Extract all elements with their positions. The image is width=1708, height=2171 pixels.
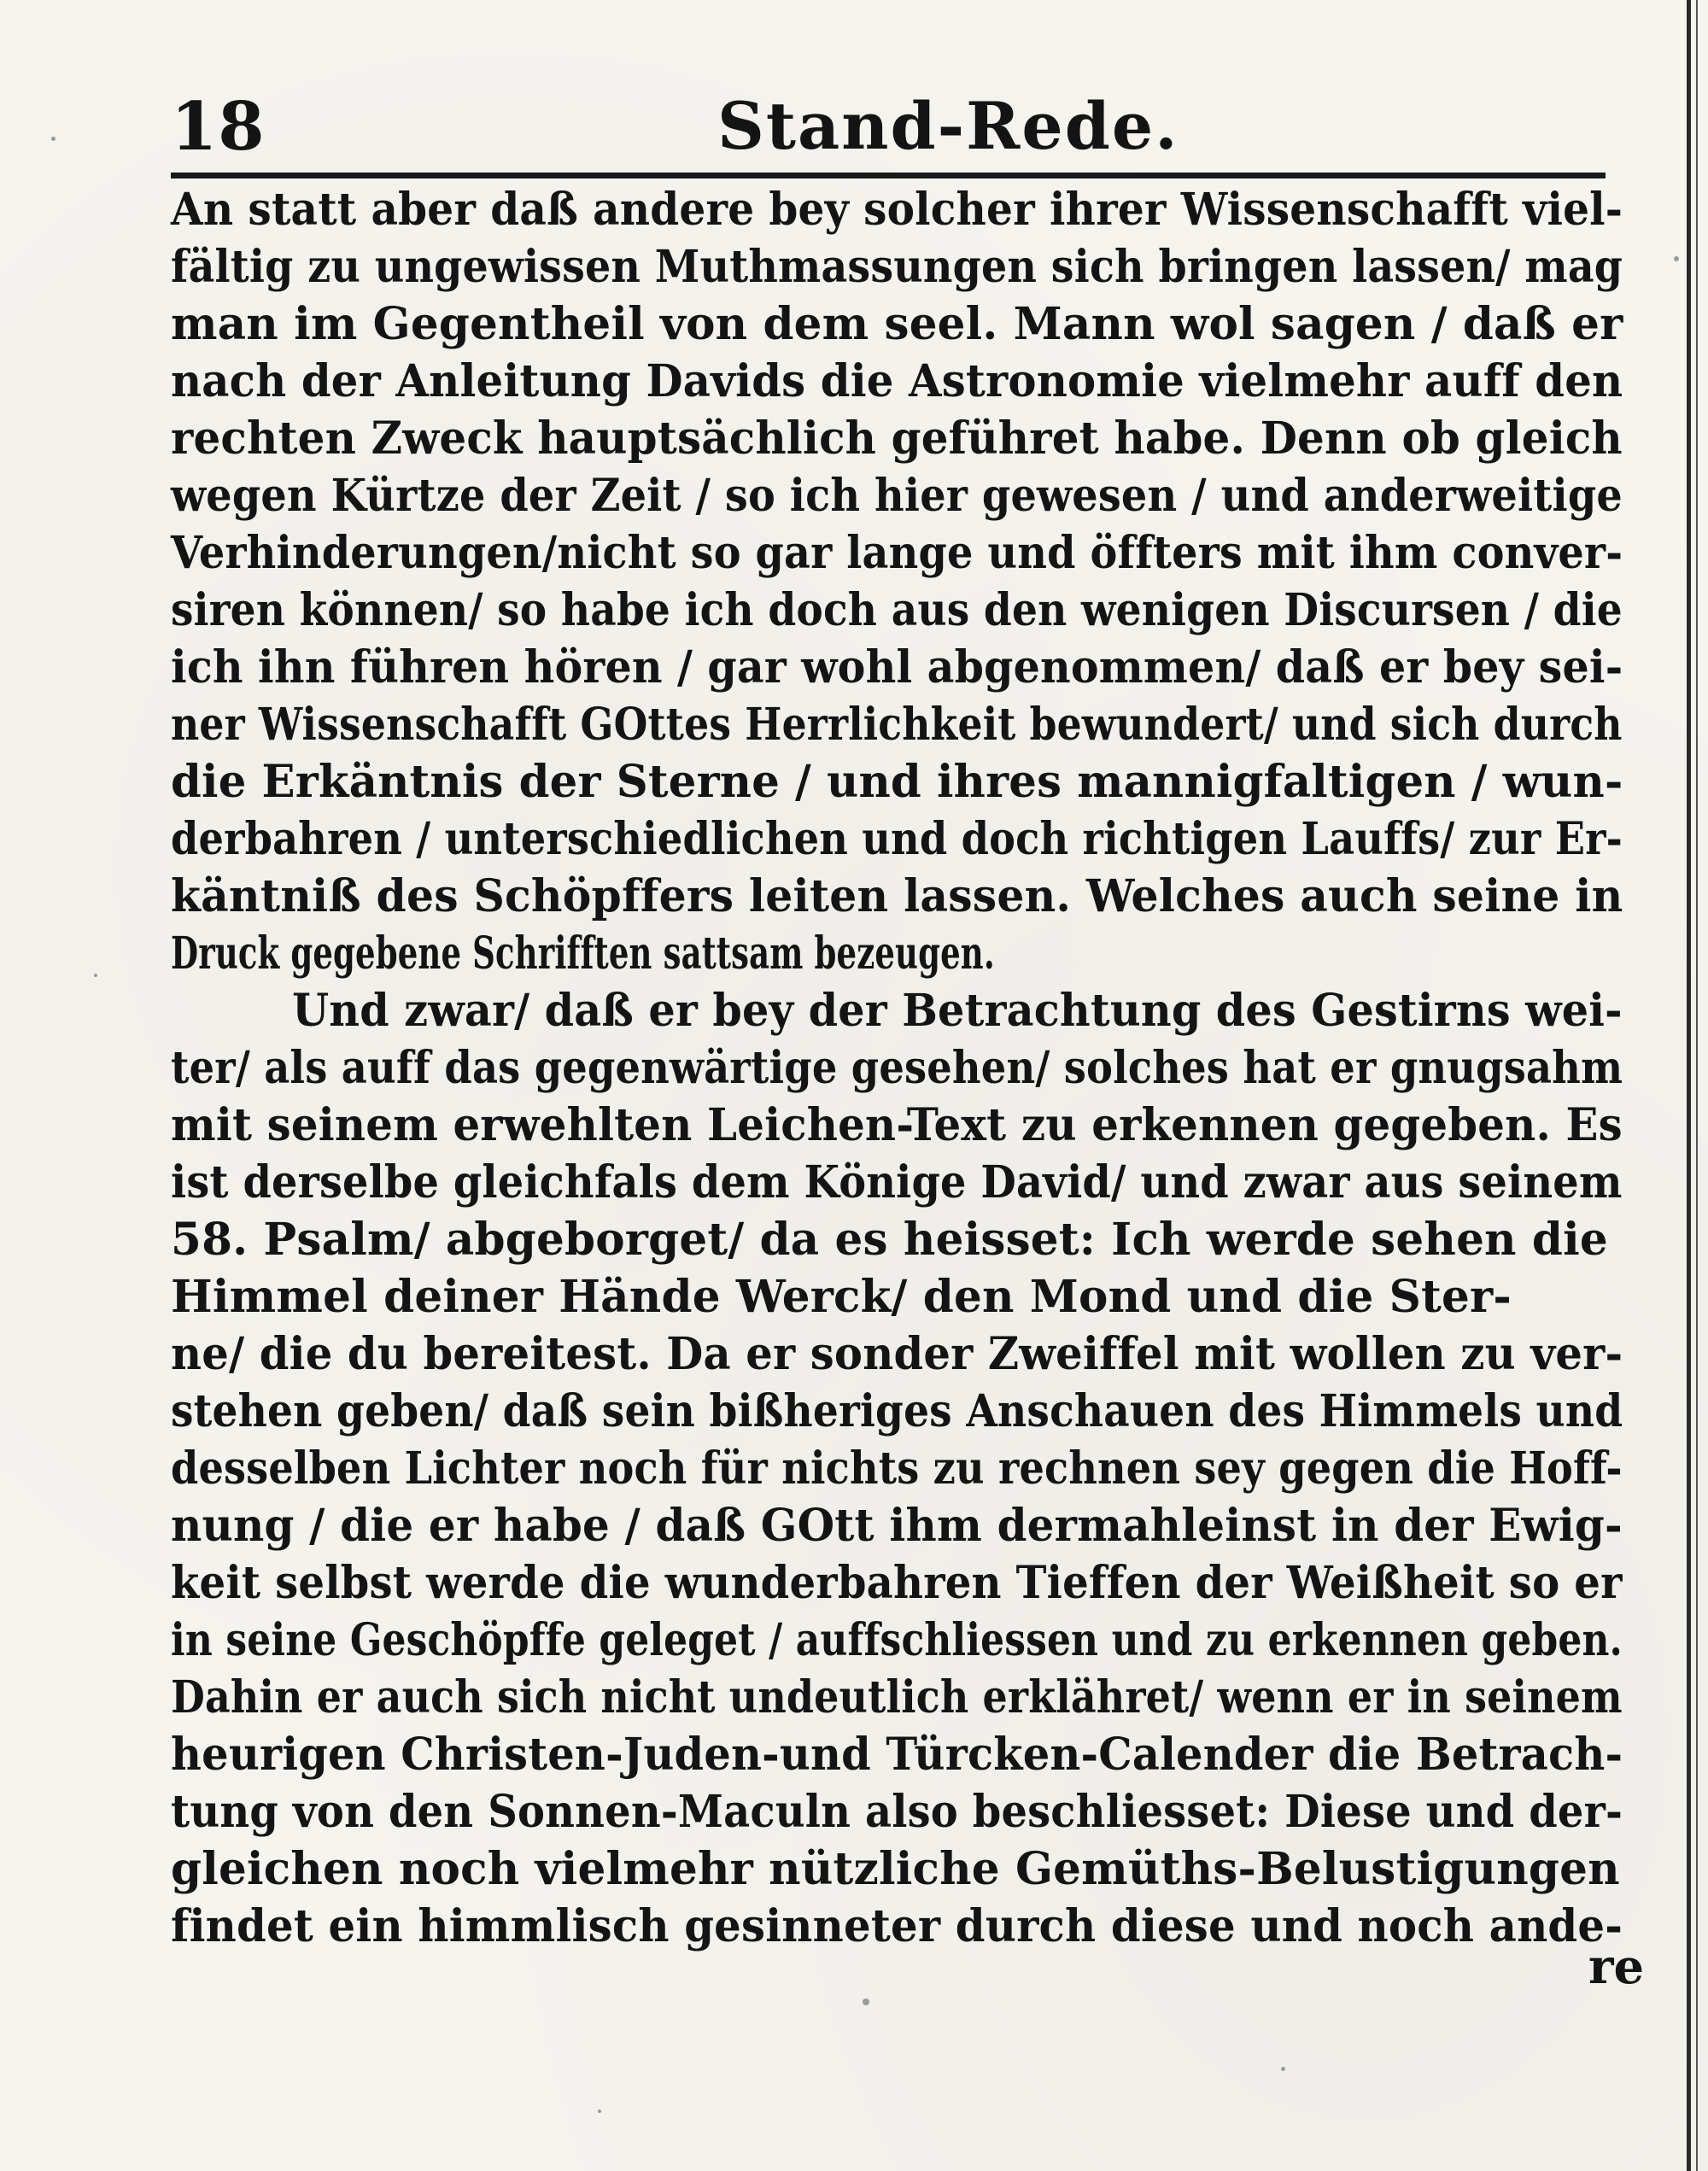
text-line: Verhinderungen/nicht so gar lange und öffters mit ihm conver- (171, 527, 1623, 579)
text-line: fältig zu ungewissen Muthmassungen sich bringen lassen/ mag (171, 241, 1623, 293)
text-line: wegen Kürtze der Zeit / so ich hier gewesen / und anderweitige (171, 470, 1623, 522)
text-line: heurigen Christen-Juden-und Türcken-Calender die Betrach- (171, 1729, 1623, 1781)
paragraph-start-line: Und zwar/ daß er bey der Betrachtung des Gestirns wei- (292, 985, 1623, 1037)
paper-speck (598, 2110, 601, 2113)
text-line: derbahren / unterschiedlichen und doch richtigen Lauffs/ zur Er- (171, 813, 1623, 865)
text-line: Dahin er auch sich nicht undeutlich erklähret/ wenn er in seinem (171, 1671, 1623, 1723)
paper-speck (1281, 2067, 1285, 2071)
running-head: Stand-Rede. (717, 88, 1179, 164)
text-line: 58. Psalm/ abgeborget/ da es heisset: Ich werde sehen die (171, 1214, 1608, 1266)
text-line: in seine Geschöpffe geleget / auffschliessen und zu erkennen geben. (171, 1614, 1623, 1666)
paper-speck (1674, 256, 1679, 261)
page-edge-shadow (1687, 0, 1691, 2171)
text-line: gleichen noch vielmehr nützliche Gemüths-Belustigungen (171, 1843, 1620, 1895)
text-line: tung von den Sonnen-Maculn also beschliesset: Diese und der- (171, 1786, 1623, 1838)
text-line: stehen geben/ daß sein bißheriges Anschauen des Himmels und (171, 1385, 1623, 1437)
text-line: Druck gegebene Schrifften sattsam bezeugen. (171, 928, 995, 980)
paper-speck (863, 1998, 869, 2005)
text-line: ter/ als auff das gegenwärtige gesehen/ solches hat er gnugsahm (171, 1042, 1623, 1094)
text-line: Himmel deiner Hände Werck/ den Mond und die Ster- (171, 1271, 1512, 1323)
text-line: mit seinem erwehlten Leichen-Text zu erkennen gegeben. Es (171, 1099, 1623, 1151)
body-text (171, 181, 1635, 1955)
text-line: keit selbst werde die wunderbahren Tieffen der Weißheit so er (171, 1557, 1623, 1609)
text-line: nung / die er habe / daß GOtt ihm dermahleinst in der Ewig- (171, 1500, 1623, 1552)
text-line: ner Wissenschafft GOttes Herrlichkeit bewundert/ und sich durch (171, 699, 1623, 751)
text-line: An statt aber daß andere bey solcher ihrer Wissenschafft viel- (171, 184, 1623, 236)
text-line: ich ihn führen hören / gar wohl abgenommen/ daß er bey sei- (171, 641, 1623, 693)
page-number: 18 (171, 88, 266, 166)
paper-speck (94, 974, 97, 977)
text-line: desselben Lichter noch für nichts zu rechnen sey gegen die Hoff- (171, 1442, 1623, 1495)
text-line: siren können/ so habe ich doch aus den wenigen Discursen / die (171, 584, 1623, 636)
text-line: man im Gegentheil von dem seel. Mann wol sagen / daß er (171, 298, 1623, 350)
text-line: die Erkäntnis der Sterne / und ihres mannigfaltigen / wun- (171, 756, 1623, 808)
text-line: findet ein himmlisch gesinneter durch diese und noch ande- (171, 1900, 1623, 1952)
text-line: käntniß des Schöpffers leiten lassen. Welches auch seine in (171, 870, 1623, 922)
catchword: re (1588, 1939, 1645, 1995)
text-line: rechten Zweck hauptsächlich geführet habe. Denn ob gleich (171, 413, 1623, 465)
paper-speck (51, 137, 56, 141)
text-line: nach der Anleitung Davids die Astronomie vielmehr auff den (171, 355, 1623, 407)
text-line: ist derselbe gleichfals dem Könige David/ und zwar aus seinem (171, 1156, 1623, 1208)
header-rule (171, 173, 1606, 178)
page-edge-line (1696, 0, 1698, 2171)
text-line: ne/ die du bereitest. Da er sonder Zweiffel mit wollen zu ver- (171, 1328, 1623, 1380)
page-header (171, 81, 1606, 175)
